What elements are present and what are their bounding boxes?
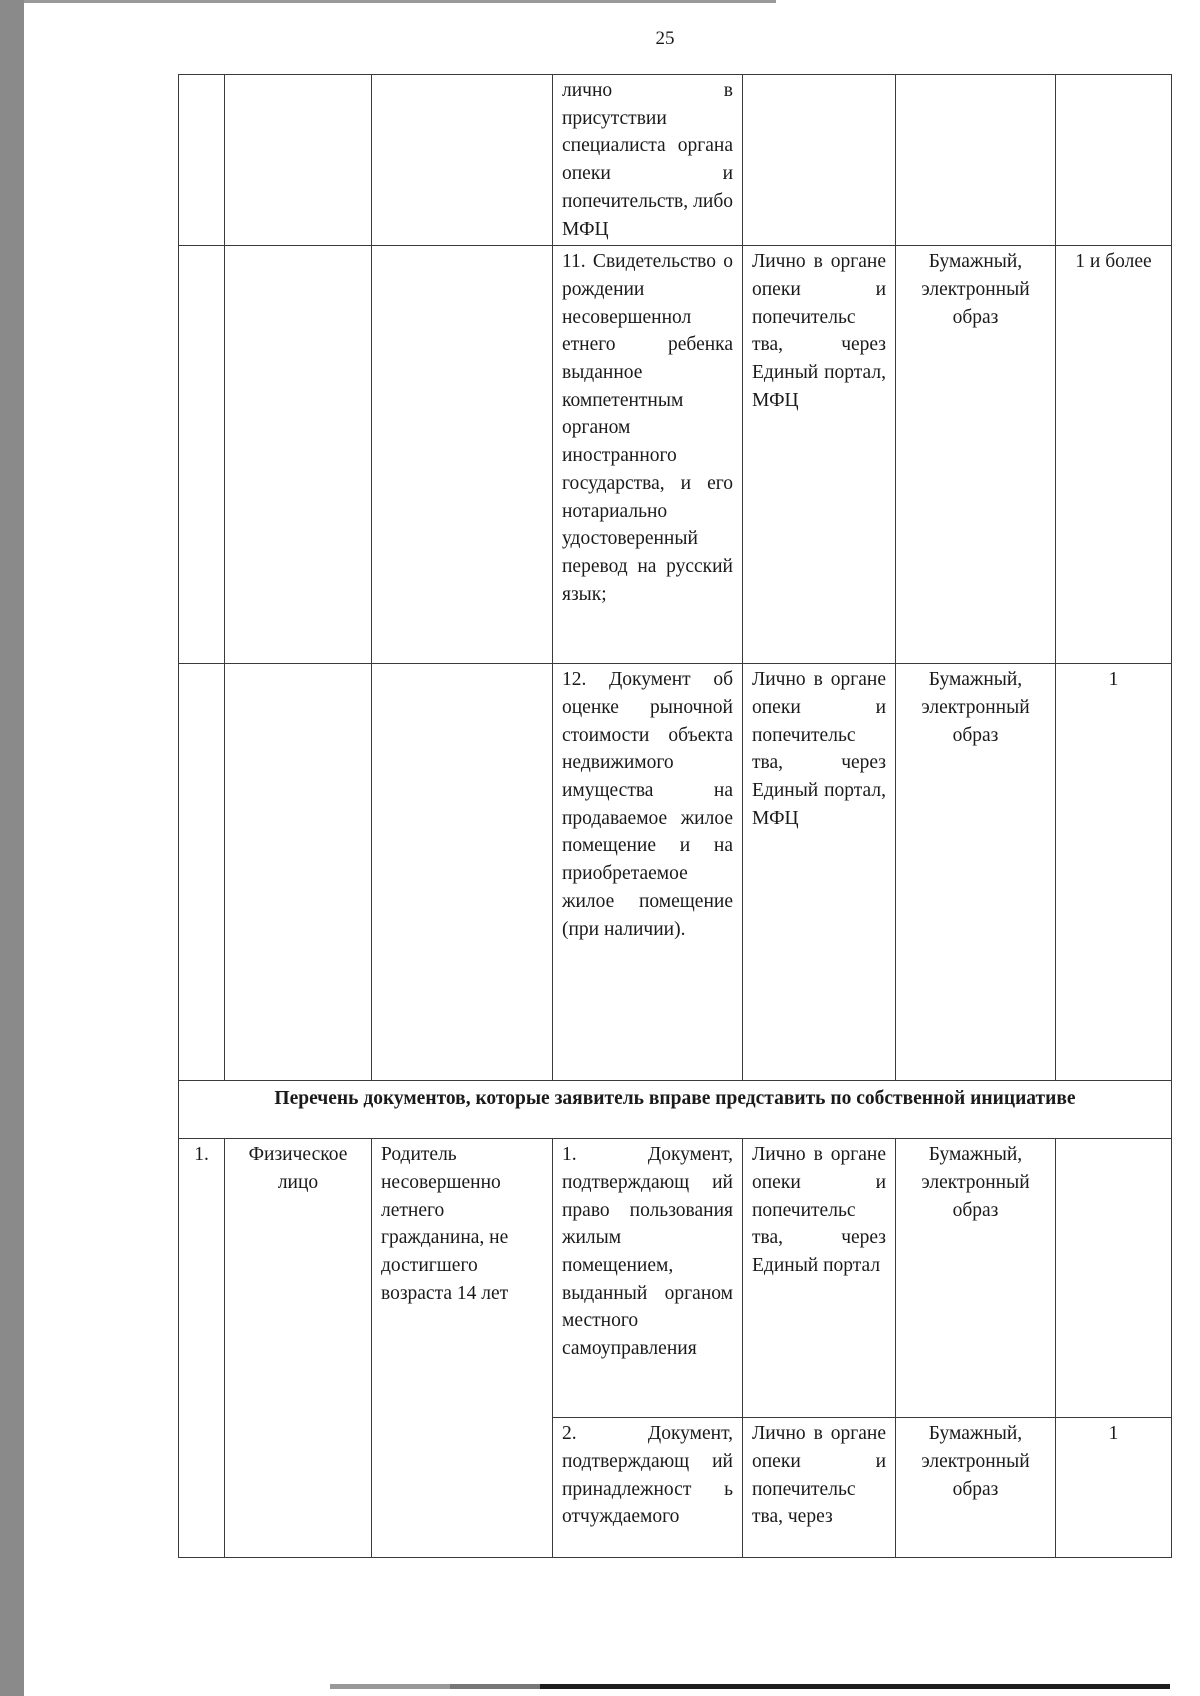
- cell-number: [179, 75, 225, 246]
- cell-document: лично в присутствии специалиста органа опеки и попечительств, либо МФЦ: [553, 75, 743, 246]
- section-heading: Перечень документов, которые заявитель вправе представить по собственной инициативе: [179, 1081, 1172, 1139]
- cell-form: Бумажный, электронный образ: [896, 246, 1056, 664]
- cell-applicant: [372, 75, 553, 246]
- cell-form: Бумажный, электронный образ: [896, 664, 1056, 1081]
- cell-category: [225, 664, 372, 1081]
- cell-number: 1.: [179, 1139, 225, 1558]
- cell-method: [743, 75, 896, 246]
- cell-method: Лично в органе опеки и попечительс тва, через Единый портал, МФЦ: [743, 246, 896, 664]
- cell-category: Физическое лицо: [225, 1139, 372, 1558]
- scan-border-bottom: [330, 1684, 450, 1689]
- scan-border-bottom: [450, 1684, 540, 1689]
- cell-quantity: 1: [1056, 1418, 1172, 1558]
- cell-form: Бумажный, электронный образ: [896, 1139, 1056, 1418]
- cell-document: 12. Документ об оценке рыночной стоимости объекта недвижимого имущества на продаваемое жилое помещение и на приобретаемое жилое помещение (при наличии).: [553, 664, 743, 1081]
- cell-number: [179, 246, 225, 664]
- scan-border-left: [0, 0, 24, 1696]
- cell-method: Лично в органе опеки и попечительс тва, через Единый портал, МФЦ: [743, 664, 896, 1081]
- cell-quantity: [1056, 75, 1172, 246]
- cell-applicant: Родитель несовершенно летнего гражданина, не достигшего возраста 14 лет: [372, 1139, 553, 1558]
- section-heading-row: [179, 1081, 1172, 1139]
- cell-form: [896, 75, 1056, 246]
- cell-document: 1. Документ, подтверждающ ий право пользования жилым помещением, выданный органом местного самоуправления: [553, 1139, 743, 1418]
- documents-table: [178, 74, 1172, 1558]
- table-row: [179, 664, 1172, 1081]
- cell-applicant: [372, 664, 553, 1081]
- page-number: 25: [655, 28, 675, 49]
- scan-border-bottom: [540, 1684, 1170, 1689]
- cell-document: 2. Документ, подтверждающ ий принадлежност ь отчуждаемого: [553, 1418, 743, 1558]
- table-row: [179, 246, 1172, 664]
- cell-number: [179, 664, 225, 1081]
- cell-method: Лично в органе опеки и попечительс тва, через Единый портал: [743, 1139, 896, 1418]
- cell-category: [225, 75, 372, 246]
- cell-document: 11. Свидетельство о рождении несовершеннол етнего ребенка выданное компетентным органом иностранного государства, и его нотариально удостоверенный перевод на русский язык;: [553, 246, 743, 664]
- cell-category: [225, 246, 372, 664]
- cell-quantity: 1 и более: [1056, 246, 1172, 664]
- cell-method: Лично в органе опеки и попечительс тва, через: [743, 1418, 896, 1558]
- cell-applicant: [372, 246, 553, 664]
- cell-form: Бумажный, электронный образ: [896, 1418, 1056, 1558]
- table-row: [179, 1139, 1172, 1418]
- table-row: [179, 75, 1172, 246]
- cell-quantity: 1: [1056, 664, 1172, 1081]
- scan-border-top: [24, 0, 776, 3]
- cell-quantity: [1056, 1139, 1172, 1418]
